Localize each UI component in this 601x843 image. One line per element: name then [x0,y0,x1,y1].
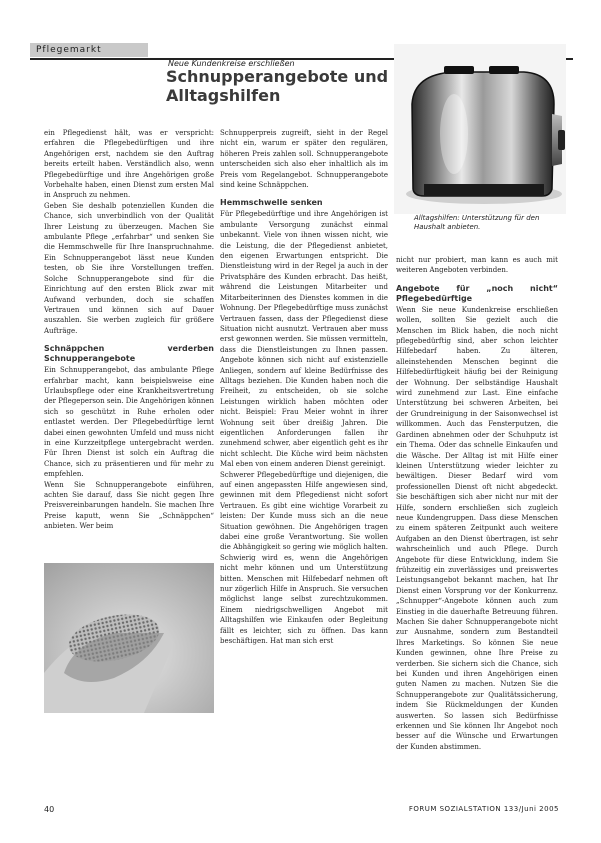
text-column-1 [44,128,214,532]
text-column-2 [220,128,388,647]
paragraph: Schnupperpreis zugreift, sieht in der Regel nicht ein, warum er später den regulären, höheren Preis zahlen soll. Schnupperangebote unterscheiden sich also eher inhaltlich als im Preis vom Regelangebot. Schnupperangebote sind keine Schnäppchen. [220,129,388,190]
subheading: Angebote für „noch nicht“ Pflegebedürftige [396,283,558,303]
subheading: Schnäppchen verderben Schnupperangebote [44,344,214,364]
publication-info: FORUM SOZIALSTATION 133/Juni 2005 [408,805,559,813]
paragraph: nicht nur probiert, man kann es auch mit weiteren Angeboten verbinden. [396,256,558,275]
photo-caption: Alltagshilfen: Unterstützung für den Haushalt anbieten. [414,214,540,231]
paragraph: Schwerer Pflegebedürftige und diejenigen, die auf einen angepassten Hilfe angewiesen sind, gewinnen mit dem Pflegedienst nicht sofort Vertrauen. Es gibt eine wichtige Vorarbeit zu leisten: Der Kunde muss sich an die neue Situation gewöhnen. Die Angehörigen tragen dabei eine große Verantwortung. Sie wollen die Abhängigkeit so gering wie möglich halten. Schwierig wird es, wenn die Angehörigen nicht mehr können und um Unterstützung bitten. Menschen mit Hilfebedarf nehmen oft nur zögerlich Hilfe in Anspruch. Sie versuchen möglichst lange selbst zurechtzukommen. Einem niedrigschwelligen Angebot mit Alltagshilfen wie Einkaufen oder Begleitung fällt es leichter, sich zu öffnen. Das kann beschäftigen. Hat man sich erst [220,470,388,646]
article-title [166,67,396,105]
paragraph: Wenn Sie neue Kundenkreise erschließen wollen, sollten Sie gezielt auch die Menschen im Blick haben, die noch nicht pflegebedürftig sind, aber schon leichter Hilfebedarf haben. Zu älteren, alleinstehenden Menschen beginnt die Hilfebedürftigkeit häufig bei der Reinigung der Wohnung. Der selbständige Haushalt wird zunehmend zur Last. Eine einfache Unterstützung bei schweren Arbeiten, bei der Grundreinigung in der Saisonwechsel ist willkommen. Auch das Fensterputzen, die Gardinen abnehmen oder der Schuhputz ist ein Thema. Oder das schnelle Einkaufen und die Wäsche. Der Alltag ist mit Hilfe einer kleinen Unterstützung wieder leichter zu bewältigen. Dieser Bedarf wird vom professionellen Dienst oft nicht abgedeckt. Sie beschäftigen sich aber nicht nur mit der Hilfe, sondern erschließen sich zugleich neue Kundengruppen. Dass diese Menschen zu einem späteren Zeitpunkt auch weitere Aufgaben an den Dienst übertragen, ist sehr wahrscheinlich und auch Pflege. Durch Angebote für diese Entwicklung, indem Sie frühzeitig ein zuverlässiges und preiswertes Leistungsangebot bekannt machen, hat Ihr Dienst einen Vorsprung vor der Konkurrenz. „Schnupper“-Angebote können auch zum Einstieg in die dauerhafte Betreuung führen. Machen Sie daher Schnupperangebote nicht zur Ausnahme, sondern zum Bestandteil Ihres Marketings. So können Sie neue Kunden gewinnen, ohne Ihre Preise zu verderben. Sie sichern sich die Chance, sich bei Kunden und ihren Angehörigen einen guten Namen zu machen. Nutzen Sie die Schnupperangebote zur Qualitätssicherung, indem Sie Rückmeldungen der Kunden auswerten. So lassen sich Bedürfnisse erkennen und Sie können Ihr Angebot noch besser auf die Wünsche und Erwartungen der Kunden abstimmen. [396,305,558,751]
subheading: Hemmschwelle senken [220,198,323,208]
page-number: 40 [44,805,55,814]
kicker: Neue Kundenkreise erschließen [168,59,295,68]
title-line-1: Schnupperangebote und [166,67,389,86]
paragraph: ein Pflegedienst hält, was er verspricht: erfahren die Pflegebedürftigen und ihre Angehörigen erst, nachdem sie den Auftrag bereits erteilt haben. Verständlich also, wenn Pflegebedürftige und ihre Angehörigen große Vorbehalte haben, einen Dienst zum ersten Mal in Anspruch zu nehmen. [44,129,214,200]
toaster-photo [394,44,566,214]
text-column-3 [396,255,558,752]
paragraph: Geben Sie deshalb potenziellen Kunden die Chance, sich unverbindlich von der Qualität Ihrer Leistung zu überzeugen. Machen Sie ambulante Pflege „erfahrbar“ und senken Sie die Hemmschwelle für Ihre Inanspruchnahme. Ein Schnupperangebot lässt neue Kunden testen, ob Sie ihre Vorstellungen treffen. Solche Schnupperangebote sind für die Einrichtung auf den ersten Blick zwar mit Aufwand verbunden, doch sie schaffen Vertrauen und können sich auf Dauer auszahlen. Sie werben zugleich für größere Aufträge. [44,201,214,335]
brush-photo [44,563,214,713]
section-tab: Pflegemarkt [30,43,148,57]
title-line-2: Alltagshilfen [166,86,281,105]
paragraph: Ein Schnupperangebot, das ambulante Pflege erfahrbar macht, kann beispielsweise eine Urlaubspflege oder eine Krankheitsvertretung der Pflegeperson sein. Die Angehörigen können sich so geschützt in Ruhe erholen oder entlastet werden. Der Pflegebedürftige lernt dabei einen gewohnten Umfeld und muss nicht in eine Kurzzeitpflege untergebracht werden. Für Ihren Dienst ist solch ein Auftrag die Chance, sich zu präsentieren und für mehr zu empfehlen. [44,366,214,479]
paragraph: Wenn Sie Schnupperangebote einführen, achten Sie darauf, dass Sie nicht gegen Ihre Preisvereinbarungen handeln. Sie machen Ihre Preise kaputt, wenn Sie „Schnäppchen“ anbieten. Wer beim [44,480,214,531]
paragraph: Für Pflegebedürftige und ihre Angehörigen ist ambulante Versorgung zunächst einmal unbekannt. Viele von ihnen wissen nicht, wie die Leistung, die der Pflegedienst anbietet, den eigenen Erwartungen entspricht. Die Dienstleistung wird in der Regel ja auch in der Privatsphäre des Kunden erbracht. Das heißt, während die Leistungen Mitarbeiter und Mitarbeiterinnen des Dienstes kommen in die Wohnung. Der Pflegebedürftige muss zunächst Vertrauen fassen, dass der Pflegedienst diese Situation nicht ausnutzt. Vertrauen aber muss erst gewonnen werden. Sie müssen vermitteln, dass die Dienstleistungen zu Ihnen passen. Angebote können sich nicht auf existenzielle Anliegen, sondern auf kleine Bedürfnisse des Alltags beziehen. Die Kunden haben noch die Freiheit, zu entscheiden, ob sie solche Leistungen wirklich haben möchten oder nicht. Beispiel: Frau Meier wohnt in ihrer Wohnung seit über dreißig Jahren. Die eigentlichen Anforderungen fallen ihr zunehmend schwer, aber eigentlich geht es ihr nicht schlecht. Die Küche wird beim nächsten Mal eben von einem anderen Dienst gereinigt. [220,210,388,469]
